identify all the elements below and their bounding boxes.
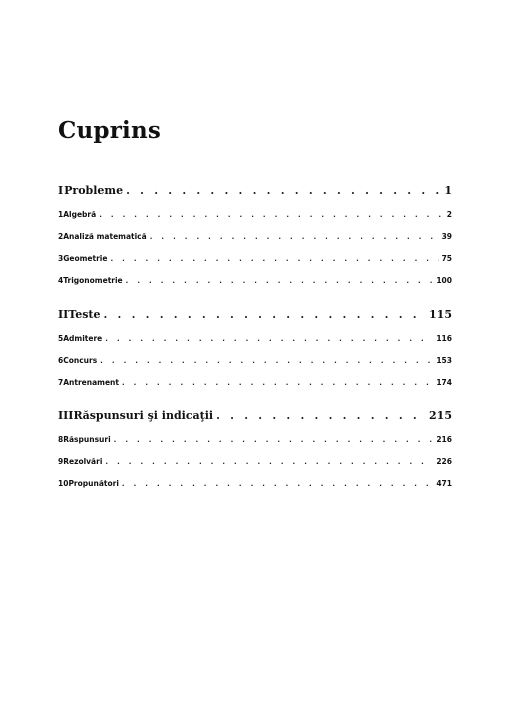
dot-leader — [99, 211, 444, 219]
chapter-label: Rezolvări — [63, 457, 103, 466]
chapter-label: Analiză matematică — [63, 232, 147, 241]
part-label: Teste — [68, 308, 101, 321]
dot-leader — [126, 277, 434, 285]
chapter-page-number: 471 — [436, 479, 452, 488]
part-number: I — [58, 184, 64, 197]
chapter-page-number: 174 — [436, 378, 452, 387]
dot-leader — [150, 233, 439, 241]
chapter-page-number: 153 — [436, 356, 452, 365]
chapter-label: Răspunsuri — [63, 435, 111, 444]
chapter-number: 10 — [58, 479, 69, 488]
part-page-number: 1 — [444, 184, 452, 197]
toc-chapter-10[interactable] — [58, 479, 452, 488]
chapter-page-number: 100 — [436, 276, 452, 285]
toc-part-3[interactable] — [58, 409, 452, 422]
chapter-page-number: 75 — [441, 254, 452, 263]
dot-leader — [110, 255, 438, 263]
chapter-label: Admitere — [63, 334, 103, 343]
toc-chapter-3[interactable] — [58, 254, 452, 263]
toc-chapter-9[interactable] — [58, 457, 452, 466]
dot-leader — [216, 409, 426, 422]
page-title: Cuprins — [58, 117, 162, 144]
dot-leader — [104, 308, 427, 321]
dot-leader — [100, 357, 433, 365]
chapter-number: 2 — [58, 232, 64, 241]
part-page-number: 215 — [429, 409, 452, 422]
part-label: Probleme — [64, 184, 124, 197]
chapter-number: 5 — [58, 334, 64, 343]
chapter-page-number: 216 — [436, 435, 452, 444]
toc-part-1[interactable] — [58, 184, 452, 197]
dot-leader — [114, 436, 434, 444]
chapter-page-number: 2 — [446, 210, 452, 219]
part-number: II — [58, 308, 69, 321]
part-page-number: 115 — [429, 308, 452, 321]
toc-chapter-4[interactable] — [58, 276, 452, 285]
chapter-label: Propunători — [68, 479, 119, 488]
chapter-label: Concurs — [63, 356, 98, 365]
part-number: III — [58, 409, 74, 422]
chapter-label: Antrenament — [63, 378, 119, 387]
chapter-label: Algebră — [63, 210, 97, 219]
chapter-page-number: 39 — [441, 232, 452, 241]
dot-leader — [126, 184, 441, 197]
chapter-label: Geometrie — [63, 254, 108, 263]
chapter-number: 8 — [58, 435, 64, 444]
dot-leader — [105, 335, 433, 343]
dot-leader — [105, 458, 433, 466]
toc-chapter-5[interactable] — [58, 334, 452, 343]
chapter-number: 7 — [58, 378, 64, 387]
dot-leader — [122, 480, 433, 488]
toc-chapter-1[interactable] — [58, 210, 452, 219]
chapter-label: Trigonometrie — [63, 276, 123, 285]
chapter-number: 6 — [58, 356, 64, 365]
part-label: Răspunsuri şi indicaţii — [73, 409, 214, 422]
toc-chapter-6[interactable] — [58, 356, 452, 365]
chapter-number: 9 — [58, 457, 64, 466]
dot-leader — [122, 379, 433, 387]
chapter-number: 4 — [58, 276, 64, 285]
chapter-page-number: 116 — [436, 334, 452, 343]
toc-chapter-7[interactable] — [58, 378, 452, 387]
toc-chapter-8[interactable] — [58, 435, 452, 444]
chapter-number: 3 — [58, 254, 64, 263]
chapter-number: 1 — [58, 210, 64, 219]
chapter-page-number: 226 — [436, 457, 452, 466]
toc-part-2[interactable] — [58, 308, 452, 321]
toc-chapter-2[interactable] — [58, 232, 452, 241]
